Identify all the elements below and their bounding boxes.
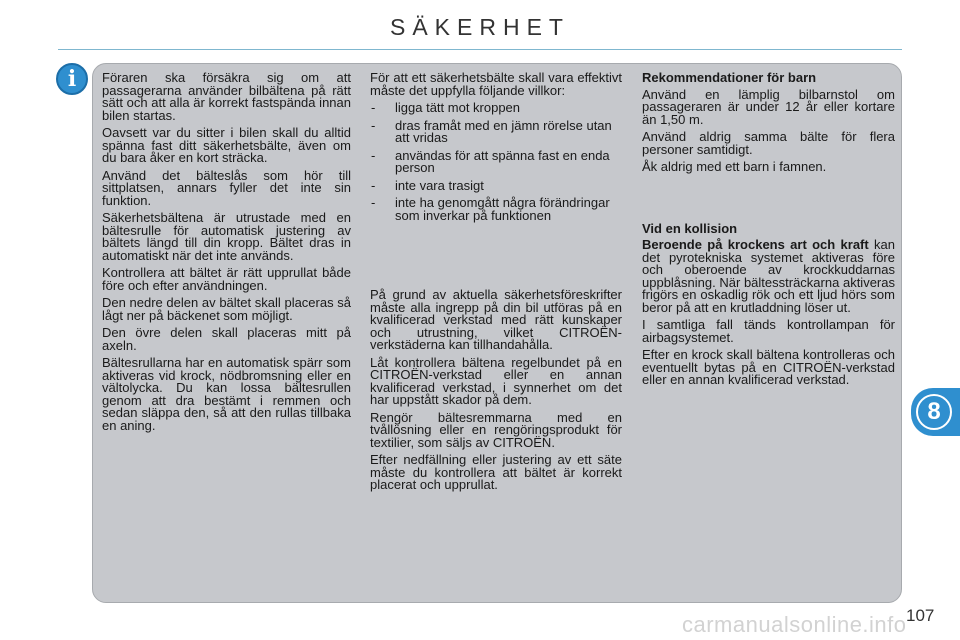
section-heading-children: Rekommendationer för barn [642, 70, 817, 85]
paragraph: Efter en krock skall bältena kontrolleras och eventuellt bytas på en CITROËN-verkstad eller en annan kvalificerad verkstad. [642, 347, 895, 387]
paragraph: Oavsett var du sitter i bilen skall du alltid spänna fast ditt säkerhetsbälte, även om du bara åker en kort sträcka. [102, 125, 351, 165]
paragraph: Efter nedfällning eller justering av ett säte måste du kontrollera att bältet är korrekt placerat och upprullat. [370, 452, 622, 492]
column-children-collision [642, 72, 895, 392]
collision-lead-text: kan det pyrotekniska systemet aktiveras före och oberoende av krockkuddarnas uppblåsning. När bältessträckarna aktiveras frigörs en oskadlig rök och ett ljud hörs som beror på att en krutladdning löser ut. [642, 237, 895, 315]
list-item: - ligga tätt mot kroppen [370, 102, 622, 115]
column-general-advice [102, 72, 351, 437]
paragraph: Använd aldrig samma bälte för flera personer samtidigt. [642, 129, 895, 157]
paragraph: På grund av aktuella säkerhetsföreskrifter måste alla ingrepp på din bil utföras på en kvalificerad verkstad med rätt kunskaper och utrustning, vilket CITROËN-verkstäderna kan tillhandahålla. [370, 287, 622, 352]
collision-lead-paragraph [642, 239, 895, 314]
chapter-tab[interactable] [911, 388, 960, 436]
paragraph: Rengör bältesremmarna med en tvållösning eller en rengöringsprodukt för textilier, som säljs av CITROËN. [370, 409, 622, 450]
paragraph: Bältesrullarna har en automatisk spärr som aktiveras vid krock, nödbromsning eller en vältolycka. Du kan lossa bältesrullen genom att dra bestämt i remmen och sedan släppa den, så att den rullas tillbaka en aning. [102, 355, 351, 433]
list-item: - inte vara trasigt [370, 180, 622, 193]
list-item: - dras framåt med en jämn rörelse utan att vridas [370, 120, 622, 145]
paragraph: I samtliga fall tänds kontrollampan för airbagsystemet. [642, 317, 895, 345]
page-number: 107 [906, 606, 935, 625]
paragraph: Åk aldrig med ett barn i famnen. [642, 159, 827, 174]
title-divider [58, 49, 902, 50]
paragraph: Den nedre delen av bältet skall placeras så lågt ner på bäckenet som möjligt. [102, 295, 351, 323]
list-item: - inte ha genomgått några förändringar som inverkar på funktionen [370, 197, 622, 222]
spacer [370, 227, 622, 289]
paragraph: Den övre delen skall placeras mitt på axeln. [102, 325, 351, 353]
chapter-number: 8 [916, 394, 952, 430]
collision-lead-bold: Beroende på krockens art och kraft [642, 237, 869, 252]
conditions-intro: För att ett säkerhetsbälte skall vara effektivt måste det uppfylla följande villkor: [370, 70, 622, 98]
conditions-list [370, 102, 622, 222]
section-heading-collision: Vid en kollision [642, 220, 738, 236]
info-icon: i [56, 63, 88, 95]
spacer [642, 179, 895, 223]
paragraph: Använd det bälteslås som hör till sittplatsen, annars fyller det inte sin funktion. [102, 167, 351, 208]
paragraph: Använd en lämplig bilbarnstol om passageraren är under 12 år eller kortare än 1,50 m. [642, 86, 895, 127]
paragraph: Föraren ska försäkra sig om att passagerarna använder bilbältena på rätt sätt och att alla är korrekt fastspända innan bilen startas. [102, 70, 351, 123]
list-item: - användas för att spänna fast en enda person [370, 150, 622, 175]
column-belt-conditions [370, 72, 622, 497]
watermark: carmanualsonline.info [682, 612, 907, 637]
page-title: SÄKERHET [390, 14, 570, 40]
paragraph: Låt kontrollera bältena regelbundet på en CITROËN-verkstad eller en annan kvalificerad verkstad, i synnerhet om det har uppstått skador på dem. [370, 354, 622, 407]
paragraph: Kontrollera att bältet är rätt upprullat både före och efter användningen. [102, 265, 351, 293]
paragraph: Säkerhetsbältena är utrustade med en bältesrulle för automatisk justering av bältets längd till din kropp. Bältet dras in automatiskt när det inte används. [102, 210, 351, 263]
